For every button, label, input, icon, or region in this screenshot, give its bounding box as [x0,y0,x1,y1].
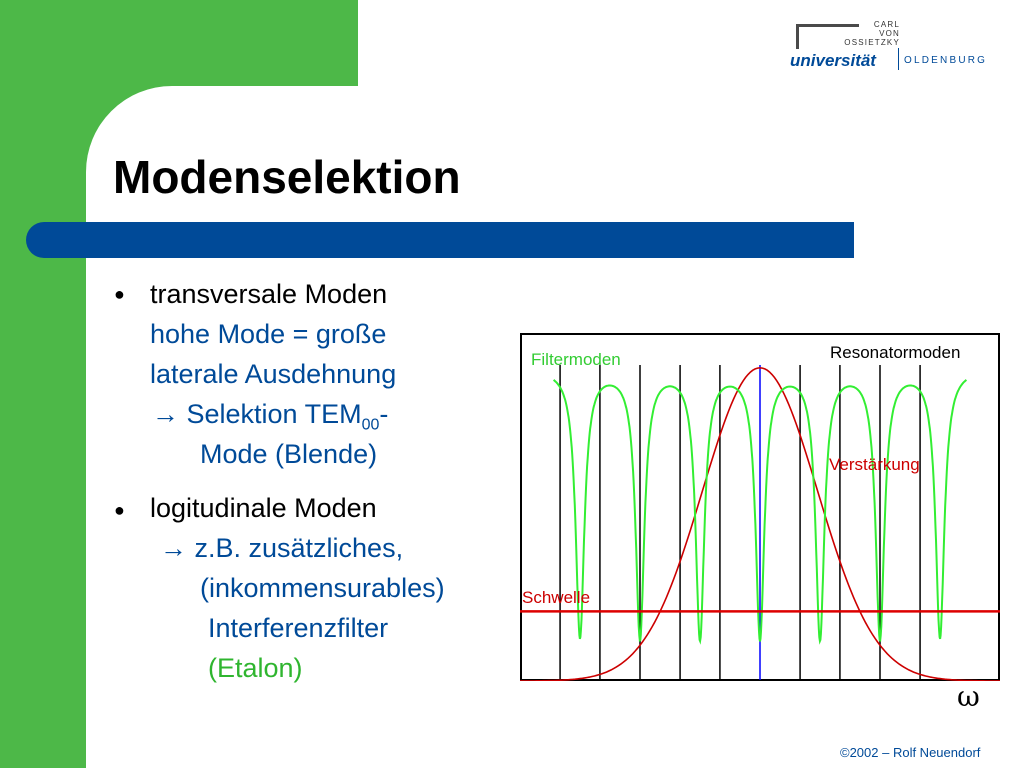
bullet-text-line: Interferenzfilter [208,613,389,643]
tem-subscript: 00 [361,416,380,434]
logo-carl: CARL [873,20,900,29]
label-filter-modes: Filtermoden [531,350,621,369]
selection-tem-text: → Selektion TEM [152,399,362,429]
omega-axis-label: ω [957,680,980,713]
chart-svg [520,333,1000,681]
bullet-text-line: Mode (Blende) [200,439,378,469]
label-threshold: Schwelle [522,588,591,607]
logo-ossietzky: OSSIETZKY [844,38,900,47]
logo-universitaet: universität [790,51,876,70]
bullet-text-line: laterale Ausdehnung [150,359,397,389]
title-underline-band [26,222,854,258]
bullet-text-line-etalon: (Etalon) [208,653,303,683]
bullet-heading-transversal: transversale Moden [150,279,388,309]
green-side-bar [0,0,86,768]
bullet-text-line: → z.B. zusätzliches, [160,533,404,563]
bullet-dot: ● [114,500,125,520]
tem-hyphen: - [379,399,389,429]
bullet-dot: ● [114,284,125,304]
copyright-footer: ©2002 – Rolf Neuendorf [840,745,981,760]
mode-selection-chart [520,333,1000,681]
bullet-text-line: (inkommensurables) [200,573,445,603]
slide-title: Modenselektion [113,151,461,203]
bullet-heading-longitudinal: logitudinale Moden [150,493,377,523]
logo-separator [898,48,899,70]
university-logo [790,18,1005,74]
bullet-text-line: hohe Mode = große [150,319,387,349]
logo-von: VON [879,29,900,38]
logo-oldenburg: OLDENBURG [904,55,988,66]
label-gain: Verstärkung [829,455,920,474]
label-resonator-modes: Resonatormoden [830,343,961,362]
